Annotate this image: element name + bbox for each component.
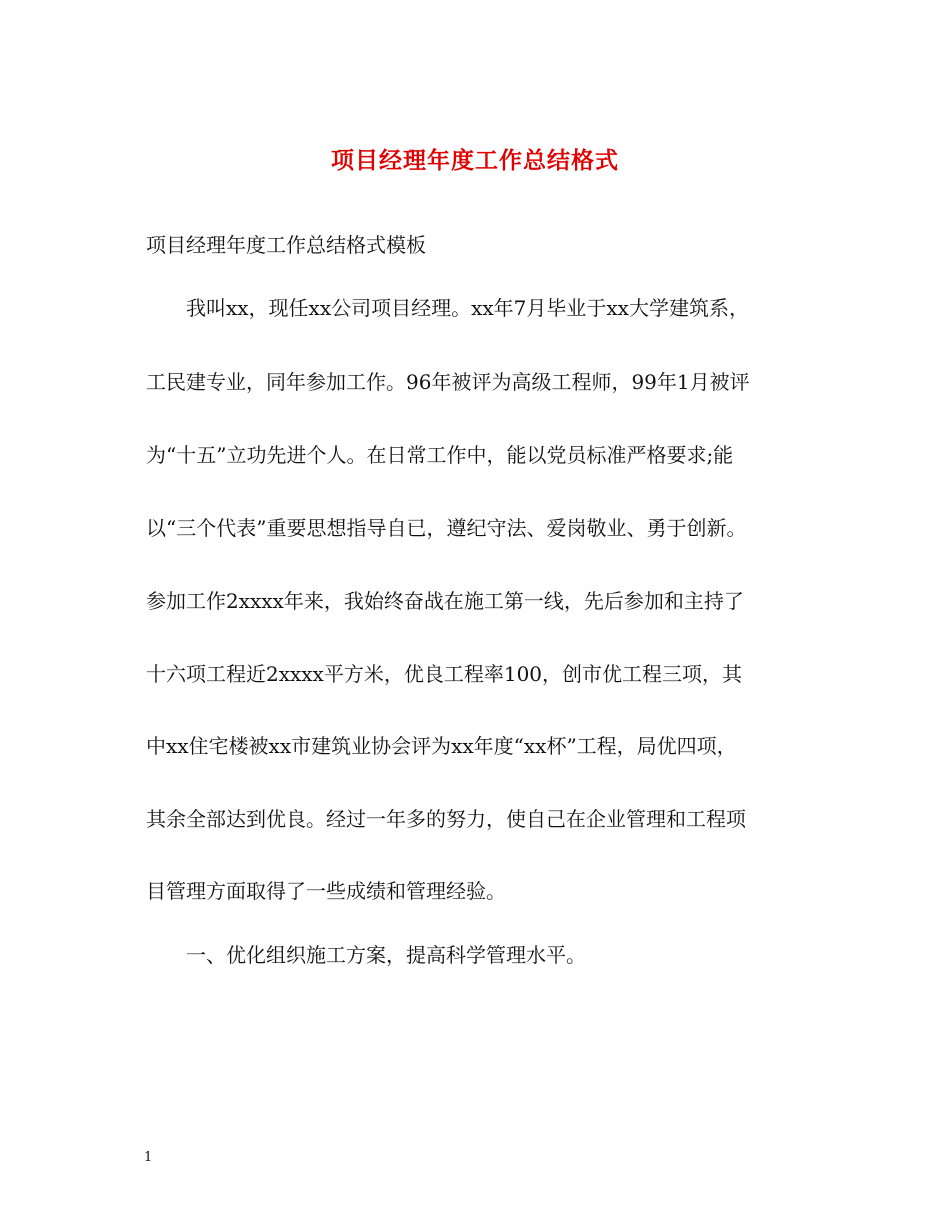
paragraph-line-5: 参加工作2xxxx年来，我始终奋战在施工第一线，先后参加和主持了: [146, 589, 744, 613]
page-number: 1: [144, 1150, 153, 1165]
document-subtitle: 项目经理年度工作总结格式模板: [146, 233, 426, 257]
paragraph-line-2: 工民建专业，同年参加工作。96年被评为高级工程师，99年1月被评: [146, 370, 750, 394]
section-heading: 一、优化组织施工方案，提高科学管理水平。: [186, 943, 586, 967]
paragraph-line-8: 其余全部达到优良。经过一年多的努力，使自己在企业管理和工程项: [146, 807, 746, 831]
paragraph-line-7: 中xx住宅楼被xx市建筑业协会评为xx年度“xx杯”工程，局优四项，: [146, 734, 737, 758]
paragraph-line-9: 目管理方面取得了一些成绩和管理经验。: [146, 879, 506, 903]
paragraph-line-4: 以“三个代表”重要思想指导自已，遵纪守法、爱岗敬业、勇于创新。: [146, 516, 747, 540]
paragraph-line-1: 我叫xx，现任xx公司项目经理。xx年7月毕业于xx大学建筑系，: [186, 296, 749, 320]
paragraph-line-3: 为“十五”立功先进个人。在日常工作中，能以党员标准严格要求;能: [146, 443, 734, 467]
document-title: 项目经理年度工作总结格式: [331, 147, 619, 174]
paragraph-line-6: 十六项工程近2xxxx平方米，优良工程率100，创市优工程三项，其: [146, 662, 743, 686]
